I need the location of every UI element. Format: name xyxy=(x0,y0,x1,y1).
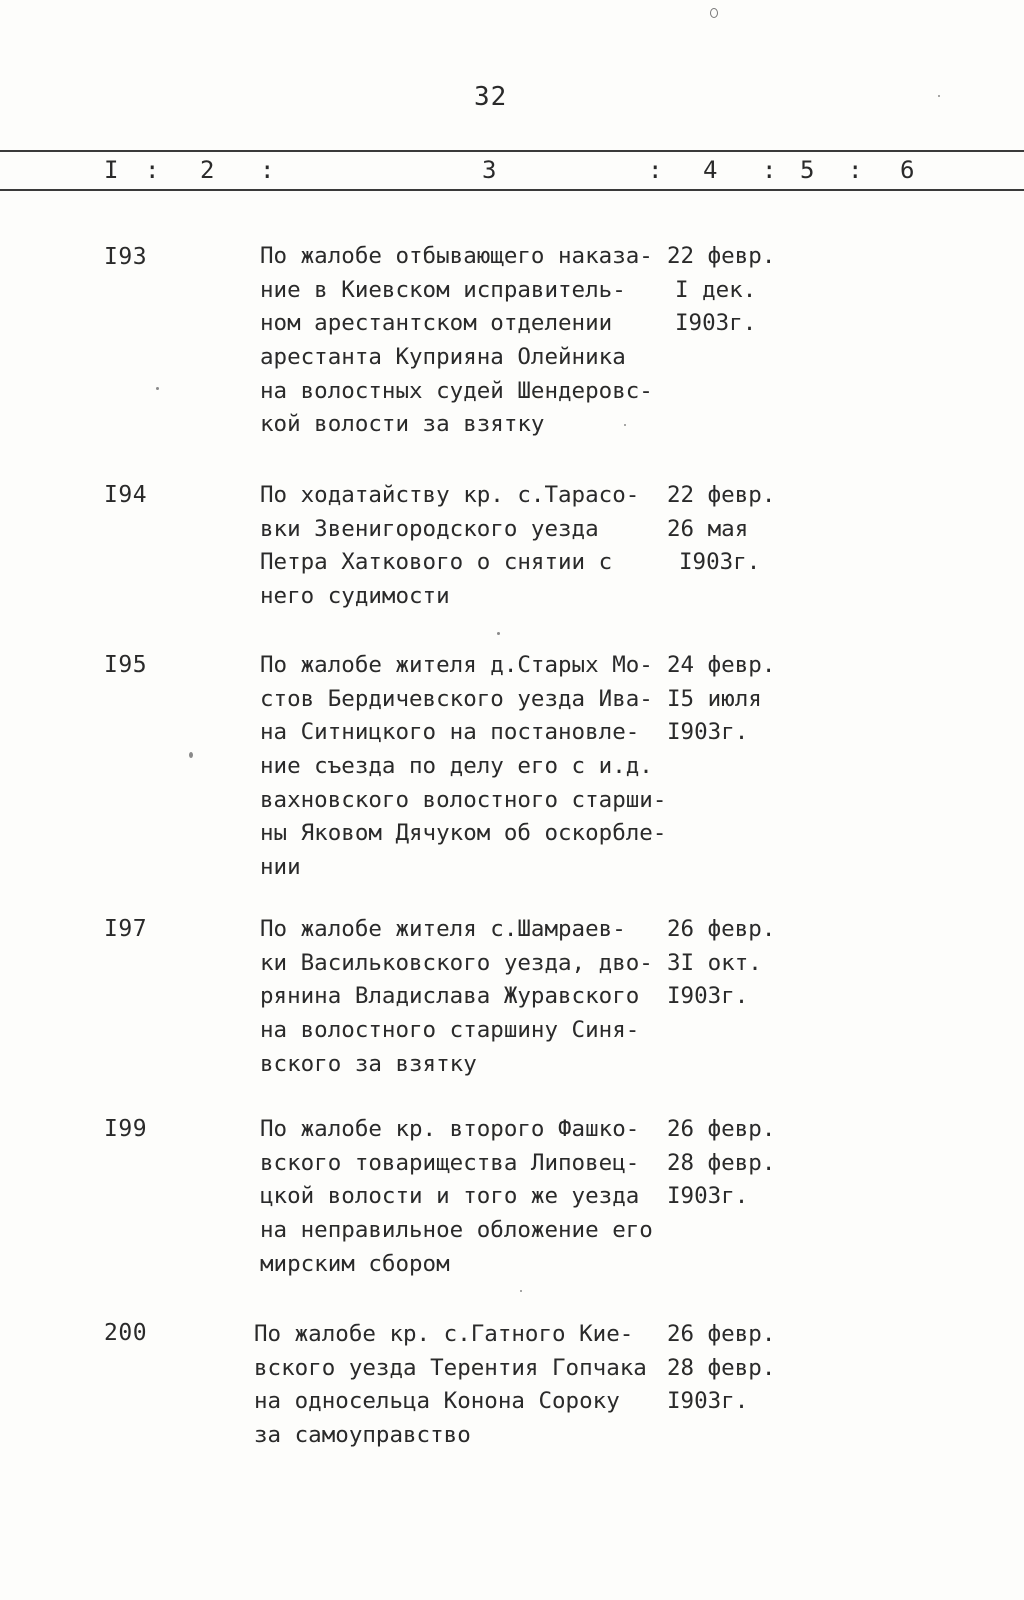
description-line: ние съезда по делу его с и.д. xyxy=(260,753,653,780)
header-bottom-rule xyxy=(0,189,1024,191)
description-line: Петра Хаткового о снятии с xyxy=(260,549,613,576)
date-closed: 28 февр. xyxy=(667,1354,776,1381)
description-line: на волостного старшину Синя- xyxy=(260,1017,640,1044)
entry-description xyxy=(260,240,670,442)
description-line: арестанта Куприяна Олейника xyxy=(260,344,626,371)
description-line: По жалобе отбывающего наказа- xyxy=(260,243,653,269)
header-col-3: 3 xyxy=(482,156,497,184)
entry-description xyxy=(260,913,670,1081)
scan-speck xyxy=(497,632,500,635)
date-year: I903г. xyxy=(667,1388,749,1415)
scan-speck xyxy=(710,8,718,18)
date-received: 22 февр. xyxy=(667,243,776,269)
date-closed: I дек. xyxy=(675,276,757,303)
header-col-1: I xyxy=(104,156,119,184)
entry-dates xyxy=(667,649,817,750)
scan-speck xyxy=(938,95,940,97)
description-line: за самоуправство xyxy=(254,1422,471,1449)
description-line: вского товарищества Липовец- xyxy=(260,1149,640,1176)
header-col-4: 4 xyxy=(703,156,718,184)
entry-dates xyxy=(667,479,817,580)
description-line: ние в Киевском исправитель- xyxy=(260,276,626,303)
description-line: По ходатайству кр. с.Тарасо- xyxy=(260,482,640,508)
date-received: 26 февр. xyxy=(667,1116,776,1142)
description-line: ны Яковом Дячуком об оскорбле- xyxy=(260,820,667,847)
entry-number: I95 xyxy=(104,652,148,678)
entry-description xyxy=(260,1113,670,1281)
entry-number: I97 xyxy=(104,916,148,942)
scan-speck xyxy=(156,387,159,390)
page-number: 32 xyxy=(474,82,508,112)
description-line: на волостных судей Шендеровс- xyxy=(260,377,653,404)
entry-number: I93 xyxy=(104,244,148,270)
description-line: кой волости за взятку xyxy=(260,411,545,438)
entry-description xyxy=(260,649,670,885)
date-closed: 3I окт. xyxy=(667,949,762,976)
description-line: ном арестантском отделении xyxy=(260,310,613,337)
header-separator: : xyxy=(260,156,275,184)
header-separator: : xyxy=(848,156,863,184)
description-line: вахновского волостного старши- xyxy=(260,786,667,813)
date-year: I903г. xyxy=(667,983,749,1010)
description-line: на односельца Конона Сороку xyxy=(254,1388,620,1415)
description-line: нии xyxy=(260,854,301,881)
description-line: на Ситницкого на постановле- xyxy=(260,719,640,746)
entry-dates xyxy=(667,1113,817,1214)
header-col-2: 2 xyxy=(200,156,215,184)
entry-dates xyxy=(667,913,817,1014)
description-line: вского уезда Терентия Гопчака xyxy=(254,1354,647,1381)
date-received: 26 февр. xyxy=(667,916,776,942)
scan-speck xyxy=(520,1290,522,1292)
header-separator: : xyxy=(762,156,777,184)
entry-number: 200 xyxy=(104,1320,148,1346)
date-received: 24 февр. xyxy=(667,652,776,678)
description-line: на неправильное обложение его xyxy=(260,1217,653,1244)
description-line: мирским сбором xyxy=(260,1250,450,1277)
date-closed: I5 июля xyxy=(667,685,762,712)
description-line: цкой волости и того же уезда xyxy=(260,1183,640,1210)
date-received: 26 февр. xyxy=(667,1321,776,1347)
description-line: вского за взятку xyxy=(260,1050,477,1077)
entry-description xyxy=(260,479,670,614)
date-closed: 26 мая xyxy=(667,515,749,542)
date-year: I903г. xyxy=(675,310,757,337)
entry-number: I99 xyxy=(104,1116,148,1142)
entry-dates xyxy=(667,1318,817,1419)
entry-number: I94 xyxy=(104,482,148,508)
description-line: По жалобе жителя д.Старых Мо- xyxy=(260,652,653,678)
description-line: стов Бердичевского уезда Ива- xyxy=(260,685,653,712)
header-top-rule xyxy=(0,150,1024,152)
date-received: 22 февр. xyxy=(667,482,776,508)
scan-speck xyxy=(624,424,626,426)
description-line: ки Васильковского уезда, дво- xyxy=(260,949,653,976)
header-col-5: 5 xyxy=(800,156,815,184)
description-line: него судимости xyxy=(260,583,450,610)
header-separator: : xyxy=(145,156,160,184)
date-closed: 28 февр. xyxy=(667,1149,776,1176)
date-year: I903г. xyxy=(667,719,749,746)
description-line: рянина Владислава Журавского xyxy=(260,983,640,1010)
date-year: I903г. xyxy=(667,1183,749,1210)
entry-dates xyxy=(667,240,817,341)
description-line: По жалобе жителя с.Шамраев- xyxy=(260,916,626,942)
date-year: I903г. xyxy=(679,549,761,576)
entry-description xyxy=(254,1318,664,1453)
description-line: вки Звенигородского уезда xyxy=(260,515,599,542)
description-line: По жалобе кр. второго Фашко- xyxy=(260,1116,640,1142)
scan-speck xyxy=(189,752,193,758)
header-col-6: 6 xyxy=(900,156,915,184)
description-line: По жалобе кр. с.Гатного Кие- xyxy=(254,1321,634,1347)
header-separator: : xyxy=(648,156,663,184)
